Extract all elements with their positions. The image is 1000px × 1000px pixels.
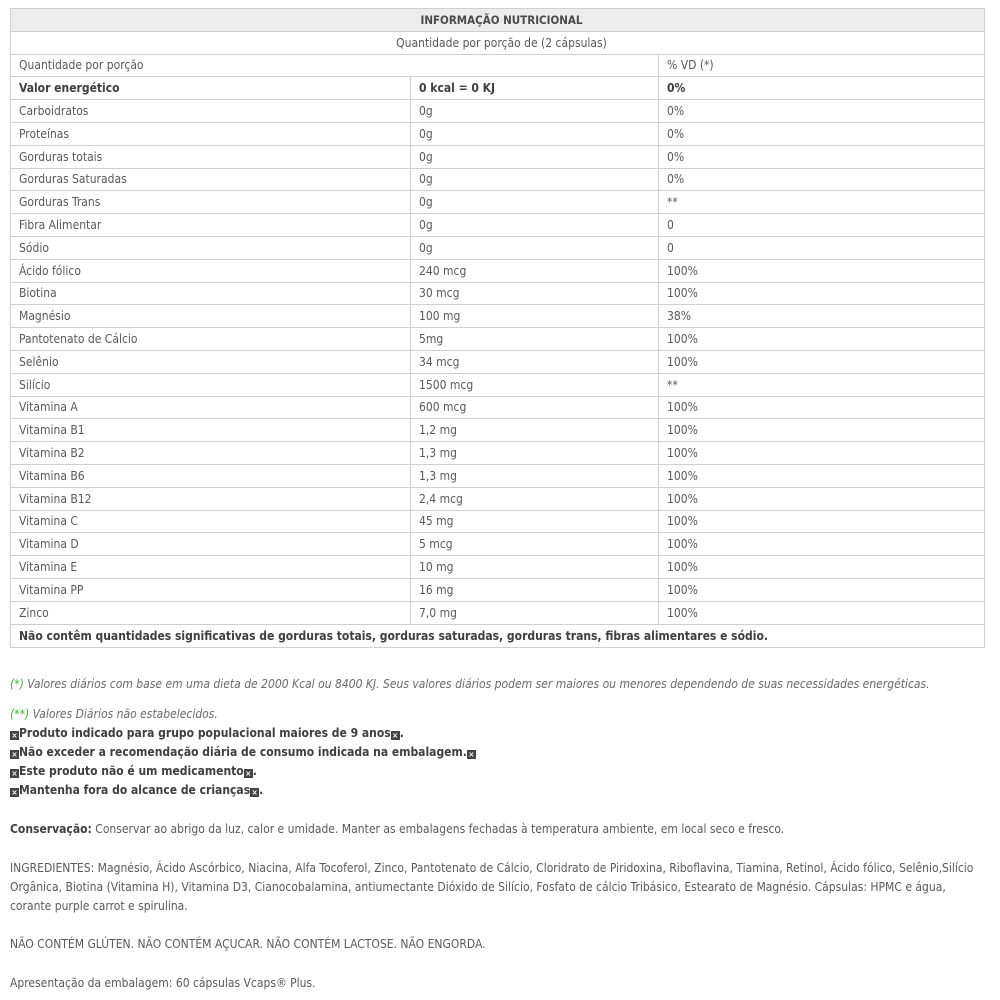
- nutrient-name: Proteínas: [11, 122, 411, 145]
- nutrient-vd: 0: [659, 236, 985, 259]
- nutrient-name: Selênio: [11, 350, 411, 373]
- warning-text: Produto indicado para grupo populacional maiores de 9 anos: [19, 726, 391, 740]
- table-row: [11, 533, 985, 556]
- nutrient-amount: 1,2 mg: [411, 419, 659, 442]
- serving-size: Quantidade por porção de (2 cápsulas): [11, 31, 985, 54]
- warning-text: Não exceder a recomendação diária de consumo indicada na embalagem.: [19, 745, 467, 759]
- nutrient-amount: 1500 mcg: [411, 373, 659, 396]
- nutrient-vd: 100%: [659, 282, 985, 305]
- table-row: [11, 396, 985, 419]
- nutrient-name: Vitamina B6: [11, 464, 411, 487]
- vd-note-text: Valores diários com base em uma dieta de 2000 Kcal ou 8400 KJ. Seus valores diários podem ser maiores ou menores dependendo de suas necessidades energéticas.: [23, 677, 930, 691]
- nutrient-amount: 0g: [411, 145, 659, 168]
- nutrient-amount: 2,4 mcg: [411, 487, 659, 510]
- ingredients-text: INGREDIENTES: Magnésio, Ácido Ascórbico, Niacina, Alfa Tocoferol, Zinco, Pantotenato de Cálcio, Cloridrato de Piridoxina, Riboflavina, Tiamina, Retinol, Ácido fólico, Selênio,Silício Orgânica, Biotina (Vitamina H), Vitamina D3, Cianocobalamina, antiumectante Dióxido de Silício, Fosfato de cálcio Tribásico, Estearato de Magnésio. Cápsulas: HPMC e água, corante purple carrot e spirulina.: [10, 861, 974, 913]
- box-icon: ×: [11, 788, 18, 797]
- box-icon: ×: [11, 750, 18, 759]
- vd-note: [10, 675, 985, 694]
- nutrient-vd: 100%: [659, 350, 985, 373]
- table-row: [11, 487, 985, 510]
- nd-note-text: Valores Diários não estabelecidos.: [29, 707, 218, 721]
- column-header-quantity: Quantidade por porção: [11, 54, 659, 77]
- nutrient-amount: 5 mcg: [411, 533, 659, 556]
- warning-line: ×Este produto não é um medicamento×.: [11, 764, 257, 778]
- nutrient-vd: 0: [659, 214, 985, 237]
- warning-line: [10, 743, 985, 762]
- nutrient-amount: 10 mg: [411, 556, 659, 579]
- nutrient-amount: 0g: [411, 214, 659, 237]
- nutrient-vd: 100%: [659, 601, 985, 624]
- ingredients-block: [10, 859, 985, 916]
- nutrient-name: Vitamina PP: [11, 578, 411, 601]
- nutrient-name: Vitamina B12: [11, 487, 411, 510]
- nutrient-name: Vitamina D: [11, 533, 411, 556]
- table-row: [11, 442, 985, 465]
- table-row-energy: [11, 77, 985, 100]
- table-row: [11, 305, 985, 328]
- table-row: [11, 419, 985, 442]
- box-icon: ×: [11, 769, 18, 778]
- nd-marker: (**): [10, 707, 30, 721]
- nutrient-amount: 0g: [411, 100, 659, 123]
- warning-line: ×Mantenha fora do alcance de crianças×.: [11, 783, 264, 797]
- nutrient-vd: 100%: [659, 510, 985, 533]
- nutrient-amount: 600 mcg: [411, 396, 659, 419]
- nutrient-name: Vitamina C: [11, 510, 411, 533]
- nutrient-amount: 0g: [411, 191, 659, 214]
- warning-line: ×Produto indicado para grupo populacional maiores de 9 anos×.: [11, 726, 404, 740]
- table-title: INFORMAÇÃO NUTRICIONAL: [11, 9, 985, 32]
- table-row: [11, 556, 985, 579]
- nutrient-name: Biotina: [11, 282, 411, 305]
- conservation-block: [10, 820, 985, 839]
- nutrient-vd: 0%: [659, 145, 985, 168]
- table-row: [11, 145, 985, 168]
- nutrient-name: Vitamina B1: [11, 419, 411, 442]
- warnings-block: [10, 705, 985, 800]
- nutrient-name: Carboidratos: [11, 100, 411, 123]
- nutrition-table: [10, 8, 985, 648]
- nutrient-amount: 0g: [411, 168, 659, 191]
- nutrient-name: Vitamina E: [11, 556, 411, 579]
- nutrient-vd: 100%: [659, 259, 985, 282]
- nutrient-amount: 7,0 mg: [411, 601, 659, 624]
- conservation-note: [10, 820, 985, 839]
- nutrient-name: Valor energético: [11, 77, 411, 100]
- table-row: [11, 259, 985, 282]
- warning-text: Este produto não é um medicamento: [19, 764, 244, 778]
- nutrient-vd: **: [659, 191, 985, 214]
- table-row: [11, 350, 985, 373]
- nutrient-name: Sódio: [11, 236, 411, 259]
- table-row: [11, 328, 985, 351]
- nd-note: [10, 705, 985, 724]
- nutrient-amount: 1,3 mg: [411, 464, 659, 487]
- box-icon: ×: [392, 731, 399, 740]
- column-header-vd: % VD (*): [659, 54, 985, 77]
- vd-marker: (*): [10, 677, 24, 691]
- box-icon: ×: [245, 769, 252, 778]
- box-icon: ×: [468, 750, 475, 759]
- nutrient-vd: 100%: [659, 533, 985, 556]
- nutrient-vd: 38%: [659, 305, 985, 328]
- nutrient-vd: 0%: [659, 100, 985, 123]
- conservation-text: Conservar ao abrigo da luz, calor e umidade. Manter as embalagens fechadas à temperatura ambiente, em local seco e fresco.: [91, 822, 785, 836]
- nutrient-vd: 0%: [659, 77, 985, 100]
- box-icon: ×: [251, 788, 258, 797]
- table-row: [11, 122, 985, 145]
- nutrient-name: Vitamina B2: [11, 442, 411, 465]
- nutrient-name: Gorduras Trans: [11, 191, 411, 214]
- nutrient-amount: 0 kcal = 0 KJ: [411, 77, 659, 100]
- nutrient-name: Ácido fólico: [11, 259, 411, 282]
- packaging-block: [10, 974, 985, 993]
- table-row: [11, 282, 985, 305]
- nutrient-name: Silício: [11, 373, 411, 396]
- box-icon: ×: [11, 731, 18, 740]
- nutrient-name: Magnésio: [11, 305, 411, 328]
- table-row: [11, 510, 985, 533]
- nutrient-amount: 34 mcg: [411, 350, 659, 373]
- table-row: [11, 168, 985, 191]
- table-row: [11, 214, 985, 237]
- nutrient-vd: 100%: [659, 578, 985, 601]
- nutrient-name: Zinco: [11, 601, 411, 624]
- table-row: [11, 373, 985, 396]
- nutrient-vd: 100%: [659, 442, 985, 465]
- nutrient-vd: 100%: [659, 419, 985, 442]
- nutrient-name: Gorduras Saturadas: [11, 168, 411, 191]
- table-row: [11, 601, 985, 624]
- nutrient-vd: 100%: [659, 464, 985, 487]
- nutrient-amount: 100 mg: [411, 305, 659, 328]
- nutrient-amount: 240 mcg: [411, 259, 659, 282]
- packaging-text: Apresentação da embalagem: 60 cápsulas Vcaps® Plus.: [10, 976, 316, 990]
- nutrient-vd: 0%: [659, 122, 985, 145]
- table-row: [11, 578, 985, 601]
- nutrient-amount: 1,3 mg: [411, 442, 659, 465]
- nutrient-amount: 30 mcg: [411, 282, 659, 305]
- nutrient-amount: 16 mg: [411, 578, 659, 601]
- nutrient-vd: 100%: [659, 396, 985, 419]
- warning-text: Mantenha fora do alcance de crianças: [19, 783, 251, 797]
- conservation-label: Conservação:: [10, 822, 92, 836]
- table-row: [11, 464, 985, 487]
- nutrient-amount: 0g: [411, 236, 659, 259]
- table-row: [11, 236, 985, 259]
- nutrient-name: Vitamina A: [11, 396, 411, 419]
- table-footnote-row: [11, 624, 985, 647]
- claims-text: NÃO CONTÉM GLÚTEN. NÃO CONTÉM AÇUCAR. NÃO CONTÉM LACTOSE. NÃO ENGORDA.: [10, 937, 486, 951]
- claims-block: [10, 935, 985, 954]
- nutrient-amount: 0g: [411, 122, 659, 145]
- nutrient-name: Pantotenato de Cálcio: [11, 328, 411, 351]
- nutrient-vd: 0%: [659, 168, 985, 191]
- nutrient-amount: 45 mg: [411, 510, 659, 533]
- nutrient-name: Gorduras totais: [11, 145, 411, 168]
- nutrient-vd: 100%: [659, 487, 985, 510]
- table-footnote: Não contêm quantidades significativas de gorduras totais, gorduras saturadas, gorduras trans, fibras alimentares e sódio.: [11, 624, 985, 647]
- nutrient-vd: 100%: [659, 556, 985, 579]
- table-row: [11, 191, 985, 214]
- table-row: [11, 100, 985, 123]
- nutrient-name: Fibra Alimentar: [11, 214, 411, 237]
- notes-block: [10, 675, 985, 694]
- nutrient-amount: 5mg: [411, 328, 659, 351]
- nutrient-vd: 100%: [659, 328, 985, 351]
- nutrient-vd: **: [659, 373, 985, 396]
